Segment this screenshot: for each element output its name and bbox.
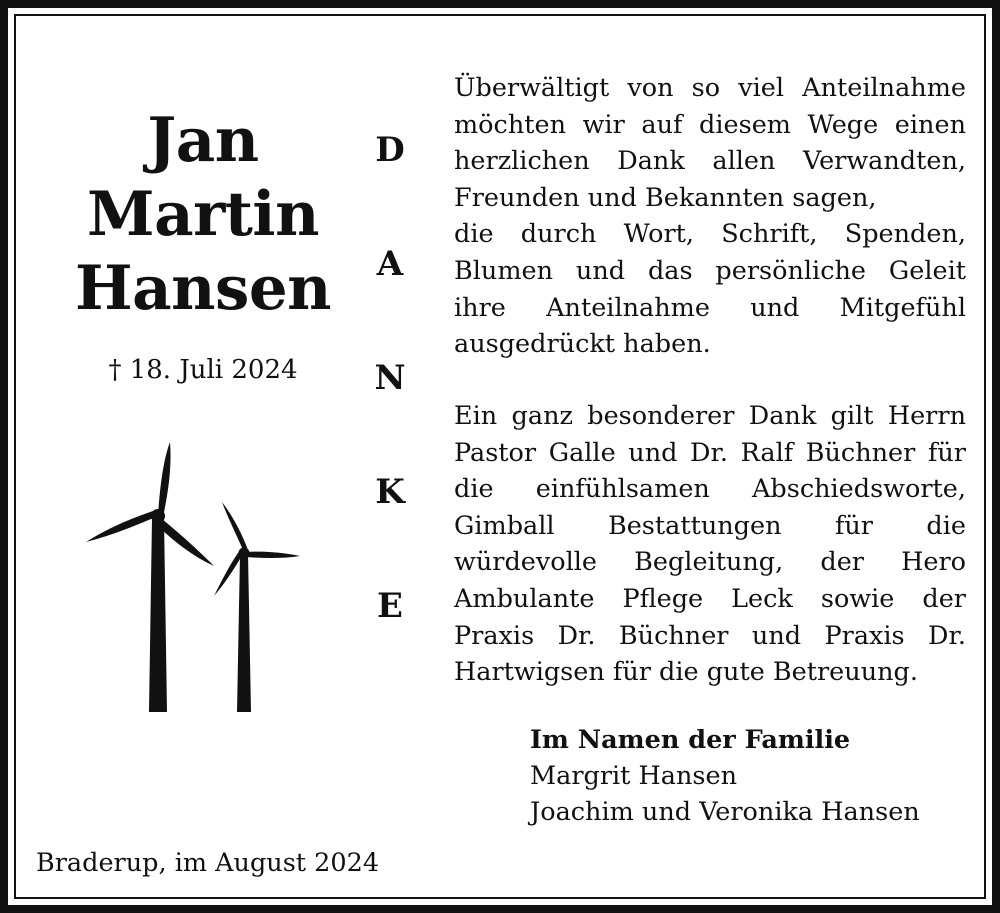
text-line: Praxis Dr. Büchner und Praxis Dr. (454, 620, 966, 651)
deceased-name (40, 104, 366, 326)
text-line: Freunden und Bekannten sagen, (454, 182, 877, 213)
text-line: Pastor Galle und Dr. Ralf Büchner für (454, 437, 966, 468)
text-line: ihre Anteilnahme und Mitgefühl (454, 292, 966, 323)
signature-name: Margrit Hansen (530, 761, 737, 791)
signature-heading: Im Namen der Familie (530, 725, 851, 755)
text-line: Ein ganz besonderer Dank gilt Herrn (454, 401, 966, 431)
text-line: herzlichen Dank allen Verwandten, (454, 146, 966, 177)
death-date: † 18. Juli 2024 (108, 355, 298, 385)
text-line: Blumen und das persönliche Geleit (454, 255, 966, 286)
text-line: Hartwigsen für die gute Betreuung. (454, 657, 918, 688)
danke-letter-a: A (376, 244, 404, 284)
danke-letter-n: N (374, 358, 406, 398)
text-line: würdevolle Begleitung, der Hero (454, 547, 966, 578)
place-date: Braderup, im August 2024 (36, 848, 380, 878)
middle-name: Martin (87, 179, 319, 250)
text-line: die durch Wort, Schrift, Spenden, (454, 219, 966, 250)
danke-letter-k: K (375, 472, 405, 512)
danke-letter-e: E (377, 586, 403, 626)
last-name: Hansen (74, 253, 331, 324)
danke-letter-d: D (375, 130, 405, 170)
first-name: Jan (147, 105, 259, 176)
signature-block (530, 722, 920, 830)
thanks-paragraph-2 (454, 398, 966, 691)
wind-turbines-icon (80, 438, 310, 718)
text-line: Ambulante Pflege Leck sowie der (454, 583, 966, 614)
text-line: ausgedrückt haben. (454, 329, 711, 360)
thanks-paragraph-1 (454, 70, 966, 363)
text-line: die einfühlsamen Abschiedsworte, (454, 474, 966, 505)
text-line: möchten wir auf diesem Wege einen (454, 109, 966, 140)
text-line: Überwältigt von so viel Anteilnahme (454, 73, 966, 103)
signature-name: Joachim und Veronika Hansen (530, 797, 920, 827)
text-line: Gimball Bestattungen für die (454, 510, 966, 541)
